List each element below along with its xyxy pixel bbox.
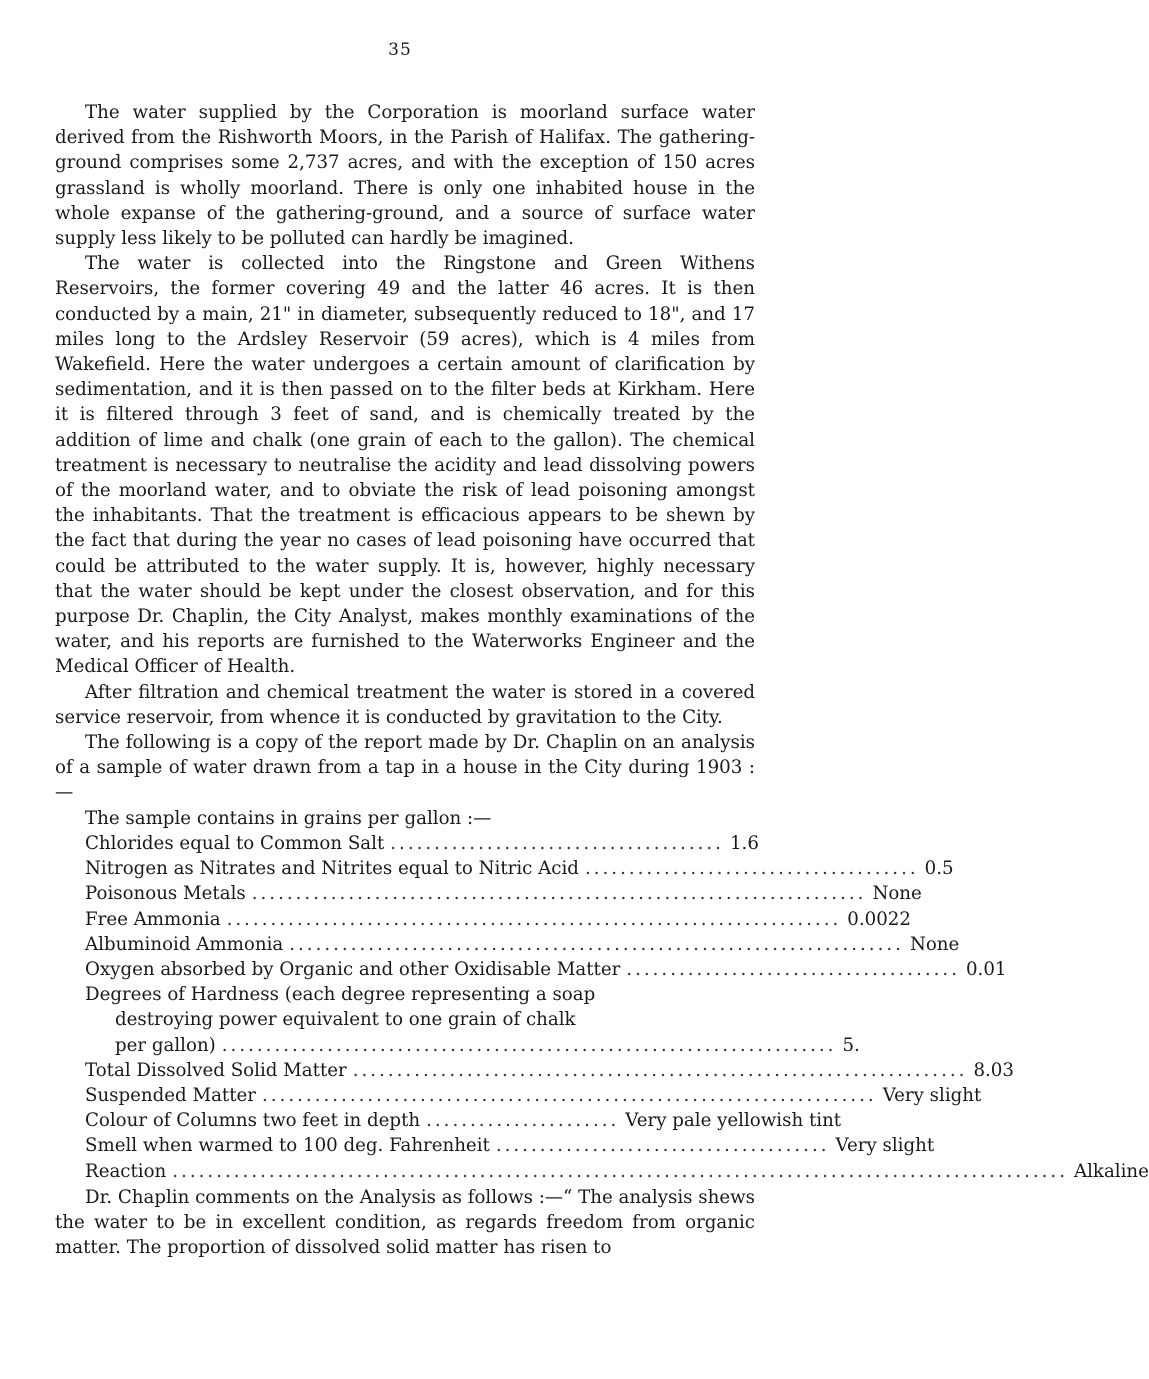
analysis-table [55, 831, 1149, 1184]
leader-dots: ...................................................................... [289, 933, 904, 955]
row-label: Poisonous Metals [85, 883, 246, 905]
leader-dots: ...................................... [390, 832, 724, 854]
leader-dots: ...................................... [495, 1135, 830, 1157]
table-row [85, 932, 960, 957]
table-row [85, 907, 911, 932]
paragraph-reservoirs: The water is collected into the Ringstone and Green Withens Reservoirs, the former covering 49 and the latter 46 acres. It is then conducted by a main, 21" in diameter, subsequently reduced to 18", and 17 miles long to the Ardsley Reservoir (59 acres), which is 4 miles from Wakefield. Here the water undergoes a certain amount of clarification by sedimentation, and it is then passed on to the filter beds at Kirkham. Here it is filtered through 3 feet of sand, and is chemically treated by the addition of lime and chalk (one grain of each to the gallon). The chemical treatment is necessary to neutralise the acidity and lead dissolving powers of the moorland water, and to obviate the risk of lead poisoning amongst the inhabitants. That the treatment is efficacious appears to be shewn by the fact that during the year no cases of lead poisoning have occurred that could be attributed to the water supply. It is, however, highly necessary that the water should be kept under the closest observation, and for this purpose Dr. Chaplin, the City Analyst, makes monthly examinations of the water, and his reports are furnished to the Waterworks Engineer and the Medical Officer of Health. [55, 253, 755, 678]
leader-dots: ...................................... [584, 858, 919, 880]
row-label: Free Ammonia [85, 908, 221, 930]
row-label: Degrees of Hardness (each degree representing a soap [85, 984, 596, 1006]
table-row [85, 1083, 982, 1108]
table-row [85, 881, 922, 906]
row-label: Reaction [85, 1160, 167, 1182]
row-label: Colour of Columns two feet in depth [85, 1110, 421, 1132]
leader-dots: ...................................................................... [226, 908, 842, 930]
table-row [85, 831, 759, 856]
paragraph-filtration: After filtration and chemical treatment the water is stored in a covered service reservoir, from whence it is conducted by gravitation to the City. [55, 681, 755, 728]
leader-dots: ...................................................................... [251, 883, 867, 905]
table-row [85, 982, 860, 1058]
paragraph-report-intro: The following is a copy of the report made by Dr. Chaplin on an analysis of a sample of water drawn from a tap in a house in the City during 1903 :— [55, 732, 755, 804]
leader-dots: ...................................................................... [352, 1059, 968, 1081]
row-value: 0.5 [924, 858, 954, 880]
row-label: Total Dissolved Solid Matter [85, 1059, 347, 1081]
page-number: 35 [388, 40, 412, 60]
row-value: 0.01 [965, 958, 1007, 980]
row-label: Nitrogen as Nitrates and Nitrites equal to Nitric Acid [85, 858, 579, 880]
row-value: Very pale yellowish tint [625, 1110, 842, 1132]
row-value: None [909, 933, 960, 955]
table-row [85, 957, 1007, 982]
row-value: None [872, 883, 922, 905]
paragraph-comments: Dr. Chaplin comments on the Analysis as follows :—“ The analysis shews the water to be in excellent condition, as regards freedom from organic matter. The proportion of dissolved solid matter has risen to [55, 1186, 755, 1259]
document-body [55, 100, 1149, 1260]
row-label-continued: destroying power equivalent to one grain of chalk [115, 1009, 576, 1031]
table-row [85, 856, 954, 881]
row-value: Very slight [835, 1135, 935, 1157]
row-value: 0.0022 [847, 908, 911, 930]
row-value: 5. [842, 1034, 860, 1056]
leader-dots: ...................................................................................................... [172, 1160, 1068, 1182]
table-row [85, 1108, 842, 1133]
row-label: Oxygen absorbed by Organic and other Oxidisable Matter [85, 958, 621, 980]
row-value: Alkaline [1073, 1160, 1149, 1182]
row-value: 8.03 [973, 1059, 1014, 1081]
table-row [85, 1133, 935, 1158]
leader-dots: ...................................................................... [262, 1084, 877, 1106]
paragraph-gathering-ground: The water supplied by the Corporation is moorland surface water derived from the Rishworth Moors, in the Parish of Halifax. The gathering-ground comprises some 2,737 acres, and with the exception of 150 acres grassland is wholly moorland. There is only one inhabited house in the whole expanse of the gathering-ground, and a source of surface water supply less likely to be polluted can hardly be imagined. [55, 102, 755, 250]
row-value: Very slight [882, 1084, 982, 1106]
leader-dots: ...................................... [626, 958, 960, 980]
row-label: Suspended Matter [85, 1084, 256, 1106]
row-value: 1.6 [729, 832, 759, 854]
row-label: Chlorides equal to Common Salt [85, 832, 385, 854]
table-row [85, 1058, 1014, 1083]
table-intro: The sample contains in grains per gallon :— [85, 807, 492, 829]
row-label: Albuminoid Ammonia [85, 933, 284, 955]
row-label: Smell when warmed to 100 deg. Fahrenheit [85, 1135, 490, 1157]
leader-dots: ...................................................................... [221, 1034, 837, 1056]
leader-dots: ...................... [426, 1110, 620, 1132]
table-row [85, 1159, 1149, 1184]
row-label-continued: per gallon) [115, 1034, 216, 1056]
